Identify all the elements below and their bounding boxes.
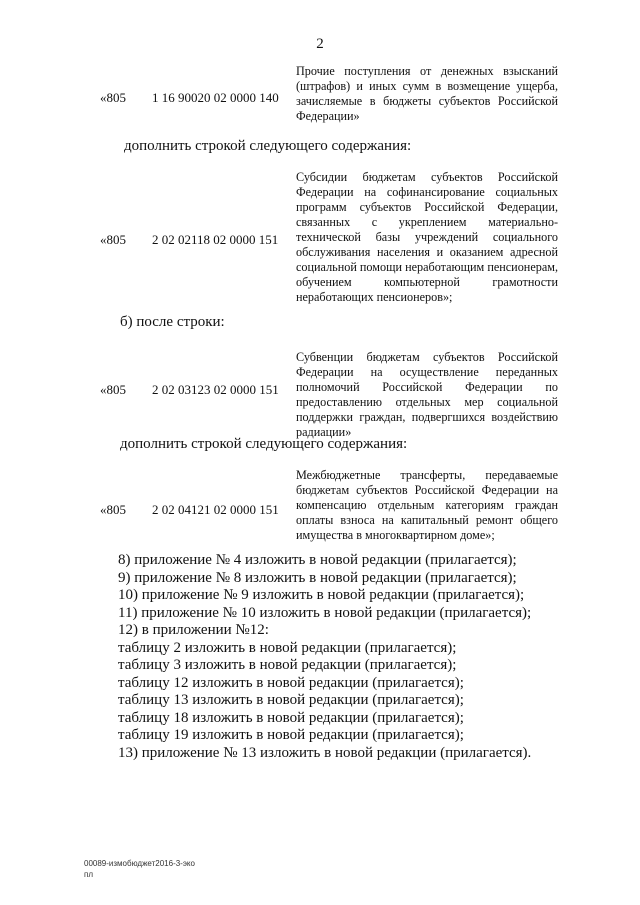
list-item: 8) приложение № 4 изложить в новой редакции (прилагается);: [118, 552, 517, 568]
list-item: 9) приложение № 8 изложить в новой редакции (прилагается);: [118, 569, 517, 586]
list-item: таблицу 2 изложить в новой редакции (прилагается);: [118, 639, 457, 656]
row-code: 1 16 90020 02 0000 140: [152, 90, 279, 105]
list-item: таблицу 19 изложить в новой редакции (прилагается);: [118, 727, 464, 743]
list-item: таблицу 18 изложить в новой редакции (прилагается);: [118, 709, 464, 726]
list-item: 10) приложение № 9 изложить в новой редакции (прилагается);: [118, 587, 525, 603]
heading-add-1: дополнить строкой следующего содержания:: [124, 138, 412, 154]
row-prefix: «805: [100, 90, 126, 105]
list-item: 11) приложение № 10 изложить в новой редакции (прилагается);: [118, 604, 532, 621]
footer-file-code: 00089-измобюджет2016-3-эко: [84, 859, 195, 868]
footer-initials: пл: [84, 870, 93, 879]
row-description: Субсидии бюджетам субъектов Российской Федерации на софинансирование социальных программ субъектов Российской Федерации, связанных с укреплением материально-технической базы учреждений социального обслуживания населения и оказанием адресной социальной помощи неработающим пенсионерам, обучением компьютерной грамотности неработающих пенсионеров»;: [296, 170, 558, 304]
row-prefix: «805: [100, 502, 126, 517]
list-item: 13) приложение № 13 изложить в новой редакции (прилагается).: [118, 744, 532, 761]
list-item: таблицу 3 изложить в новой редакции (прилагается);: [118, 657, 457, 673]
list-item: 12) в приложении №12:: [118, 622, 269, 638]
list-item: таблицу 13 изложить в новой редакции (прилагается);: [118, 692, 464, 708]
amendment-list: [118, 552, 531, 762]
heading-add-2: дополнить строкой следующего содержания:: [120, 436, 408, 452]
row-code: 2 02 02118 02 0000 151: [152, 232, 279, 247]
list-item: таблицу 12 изложить в новой редакции (прилагается);: [118, 674, 464, 691]
footer: [84, 858, 195, 880]
row-code: 2 02 04121 02 0000 151: [152, 502, 279, 517]
row-description: Прочие поступления от денежных взысканий (штрафов) и иных сумм в возмещение ущерба, зачисляемые в бюджеты субъектов Российской Федерации»: [296, 64, 558, 123]
row-prefix: «805: [100, 382, 126, 397]
row-code: 2 02 03123 02 0000 151: [152, 382, 279, 397]
heading-after-line: б) после строки:: [120, 314, 225, 330]
row-description: Межбюджетные трансферты, передаваемые бюджетам субъектов Российской Федерации на компенсацию отдельным категориям граждан оплаты взноса на капитальный ремонт общего имущества в многоквартирном доме»;: [296, 468, 558, 542]
row-prefix: «805: [100, 232, 126, 247]
row-description: Субвенции бюджетам субъектов Российской Федерации на осуществление переданных полномочий Российской Федерации по предоставлению отдельных мер социальной поддержки граждан, подвергшихся воздействию радиации»: [296, 350, 558, 439]
page-number: 2: [316, 36, 324, 52]
